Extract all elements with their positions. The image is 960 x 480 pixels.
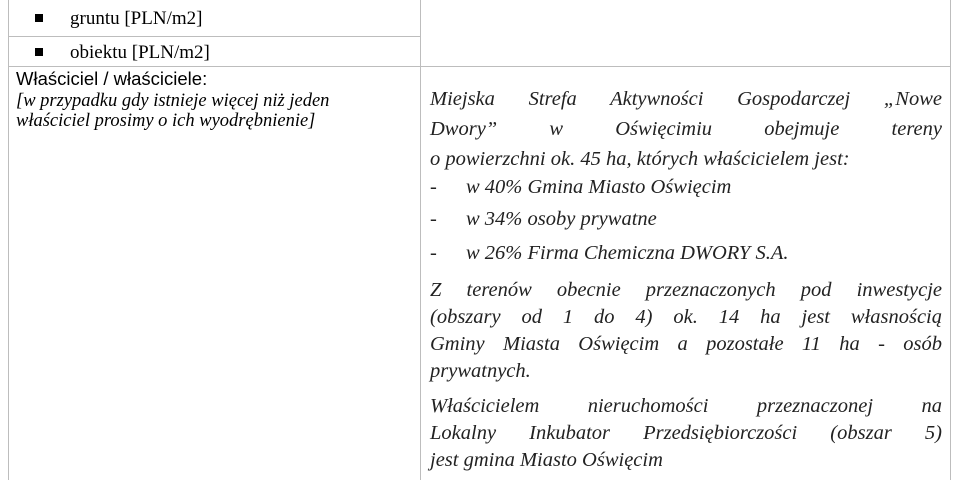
owner-note-line: [w przypadku gdy istnieje więcej niż jeden <box>16 91 330 111</box>
bullet-square-icon <box>35 48 43 56</box>
text-line: Właścicielem nieruchomości przeznaczonej na <box>430 395 942 417</box>
text-line: o powierzchni ok. 45 ha, których właścicielem jest: <box>430 148 850 170</box>
bullet-text: obiektu [PLN/m2] <box>70 42 210 63</box>
text-line: Dwory” w Oświęcimiu obejmuje tereny <box>430 118 942 140</box>
text-line: prywatnych. <box>430 360 531 382</box>
ownership-item-text: w 40% Gmina Miasto Oświęcim <box>466 176 732 198</box>
incubator-paragraph <box>430 393 942 474</box>
ownership-intro <box>430 84 942 174</box>
text-line: Lokalny Inkubator Przedsiębiorczości (obszar 5) <box>430 422 942 444</box>
table-border-right <box>950 0 951 480</box>
ownership-item-text: w 34% osoby prywatne <box>466 208 657 230</box>
ownership-item-text: w 26% Firma Chemiczna DWORY S.A. <box>466 242 789 264</box>
text-line: (obszary od 1 do 4) ok. 14 ha jest własnością <box>430 306 942 328</box>
table-column-divider <box>420 0 421 480</box>
table-border-left <box>8 0 9 480</box>
owner-note-line: właściciel prosimy o ich wyodrębnienie] <box>16 111 316 131</box>
dash-marker: - <box>430 176 437 198</box>
owner-note <box>16 91 396 131</box>
ownership-item <box>430 208 657 231</box>
dash-marker: - <box>430 242 437 264</box>
text-line: Miejska Strefa Aktywności Gospodarczej „Nowe <box>430 88 942 110</box>
text-line: jest gmina Miasto Oświęcim <box>430 449 663 471</box>
investment-paragraph <box>430 277 942 385</box>
ownership-item <box>430 176 731 199</box>
table-row-divider <box>8 36 420 37</box>
dash-marker: - <box>430 208 437 230</box>
bullet-square-icon <box>35 14 43 22</box>
ownership-item <box>430 242 789 265</box>
text-line: Gminy Miasta Oświęcim a pozostałe 11 ha - osób <box>430 333 942 355</box>
owner-label: Właściciel / właściciele: <box>16 68 208 89</box>
bullet-text: gruntu [PLN/m2] <box>70 8 203 29</box>
table-row-divider <box>8 66 951 67</box>
text-line: Z terenów obecnie przeznaczonych pod inwestycje <box>430 279 942 301</box>
